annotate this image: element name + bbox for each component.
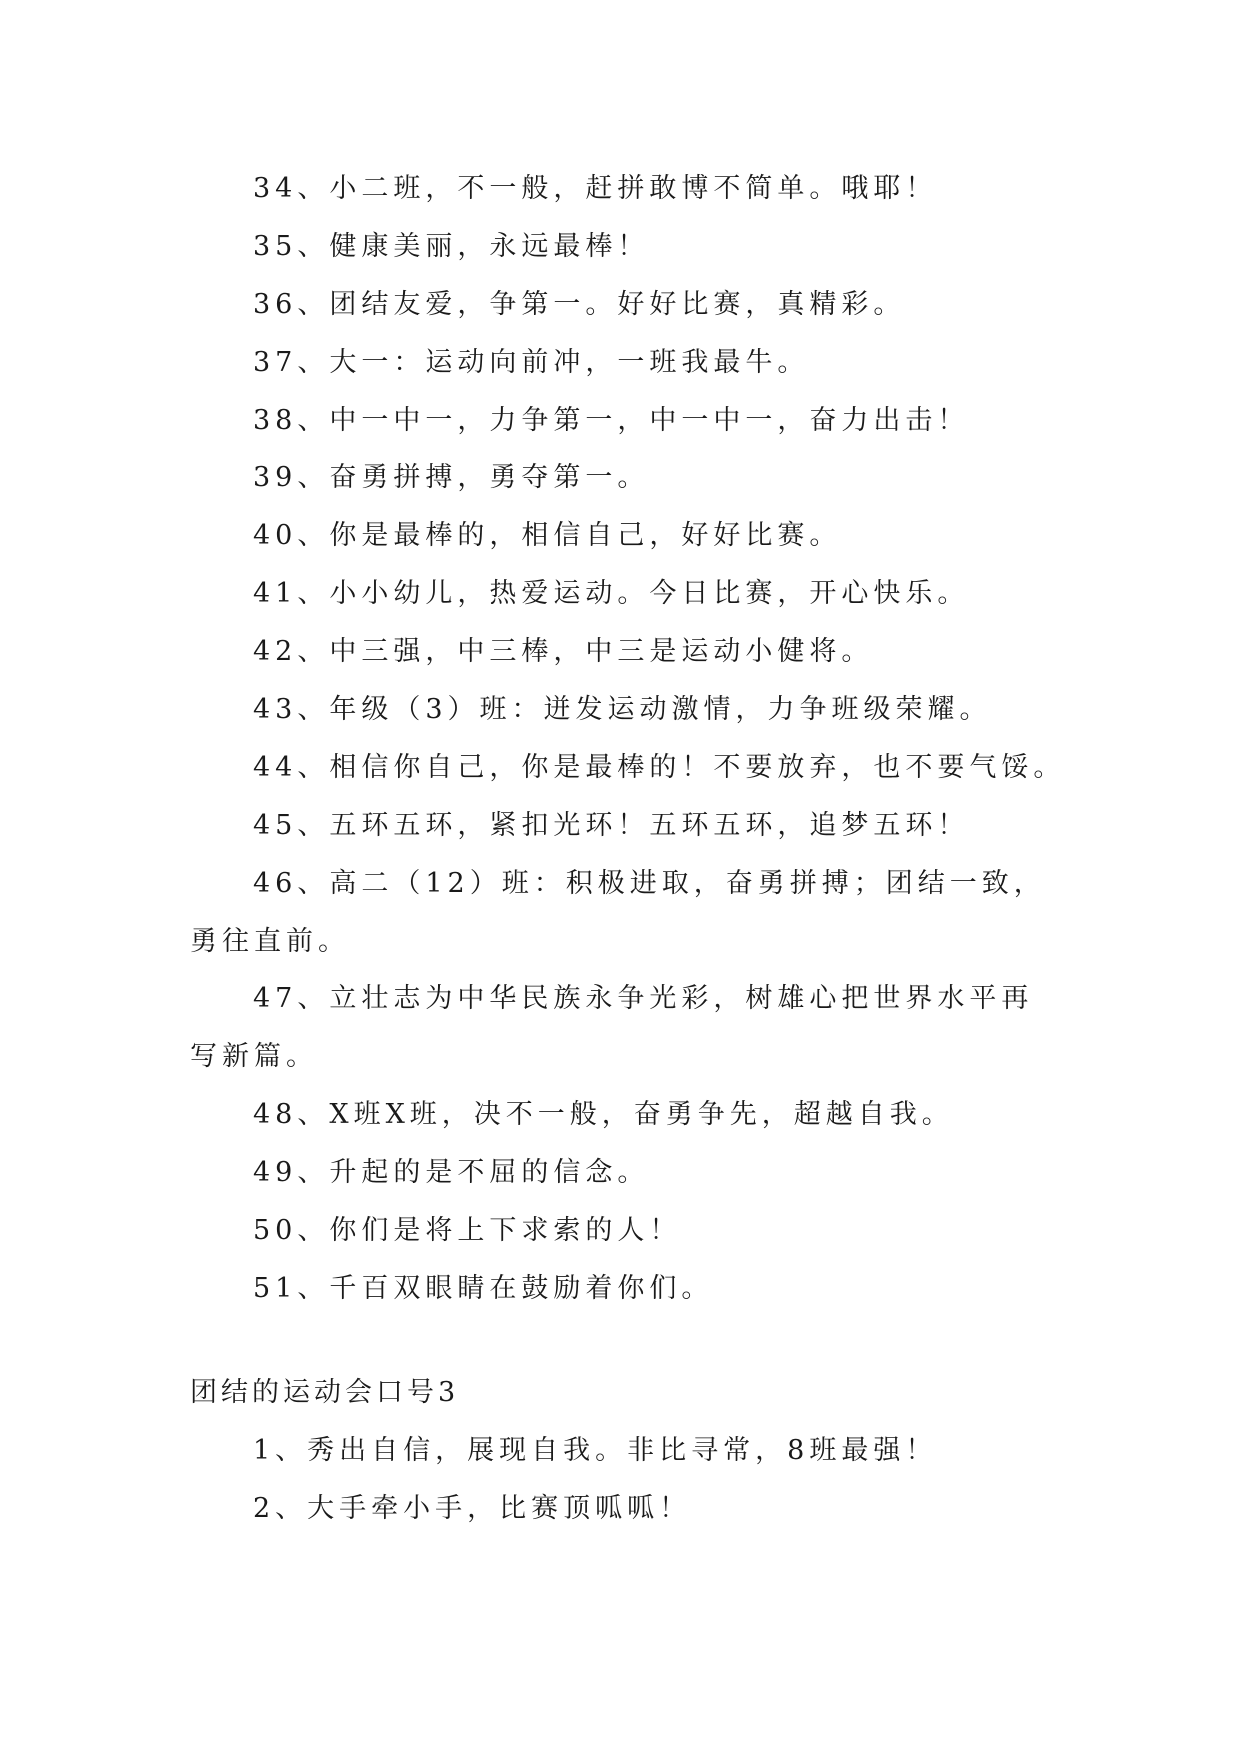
list-item: 42、中三强，中三棒，中三是运动小健将。: [253, 636, 874, 668]
list-item: 40、你是最棒的，相信自己，好好比赛。: [253, 520, 842, 552]
list-item-line-1: 47、立壮志为中华民族永争光彩，树雄心把世界水平再: [253, 983, 1034, 1015]
section-heading: 团结的运动会口号3: [190, 1376, 460, 1408]
list-item: 41、小小幼儿，热爱运动。今日比赛，开心快乐。: [253, 578, 970, 610]
list-item-line-2: 勇往直前。: [190, 925, 350, 957]
list-item: 43、年级（3）班：迸发运动激情，力争班级荣耀。: [253, 694, 992, 726]
list-item: 1、秀出自信，展现自我。非比寻常，8班最强！: [253, 1434, 938, 1466]
slogan-list: [190, 160, 1070, 1537]
list-item: 2、大手牵小手，比赛顶呱呱！: [253, 1492, 692, 1524]
list-item: 49、升起的是不屈的信念。: [253, 1157, 650, 1189]
section-spacer: [190, 1318, 1070, 1364]
list-item: 48、X班X班，决不一般，奋勇争先，超越自我。: [253, 1099, 954, 1131]
list-item: 37、大一：运动向前冲，一班我最牛。: [253, 346, 810, 378]
list-item: 50、你们是将上下求索的人！: [253, 1215, 682, 1247]
list-item: 44、相信你自己，你是最棒的！不要放弃，也不要气馁。: [253, 751, 1066, 783]
list-item: 51、千百双眼睛在鼓励着你们。: [253, 1272, 714, 1304]
list-item: 35、健康美丽，永远最棒！: [253, 230, 650, 262]
list-item: 38、中一中一，力争第一，中一中一，奋力出击！: [253, 404, 970, 436]
list-item-line-2: 写新篇。: [190, 1041, 318, 1073]
list-item: 34、小二班，不一般，赶拼敢博不简单。哦耶！: [253, 173, 938, 204]
list-item: 39、奋勇拼搏，勇夺第一。: [253, 462, 650, 494]
list-item: 36、团结友爱，争第一。好好比赛，真精彩。: [253, 288, 906, 320]
list-item: 45、五环五环，紧扣光环！五环五环，追梦五环！: [253, 809, 970, 841]
list-item-line-1: 46、高二（12）班：积极进取，奋勇拼搏；团结一致，: [253, 867, 1046, 899]
